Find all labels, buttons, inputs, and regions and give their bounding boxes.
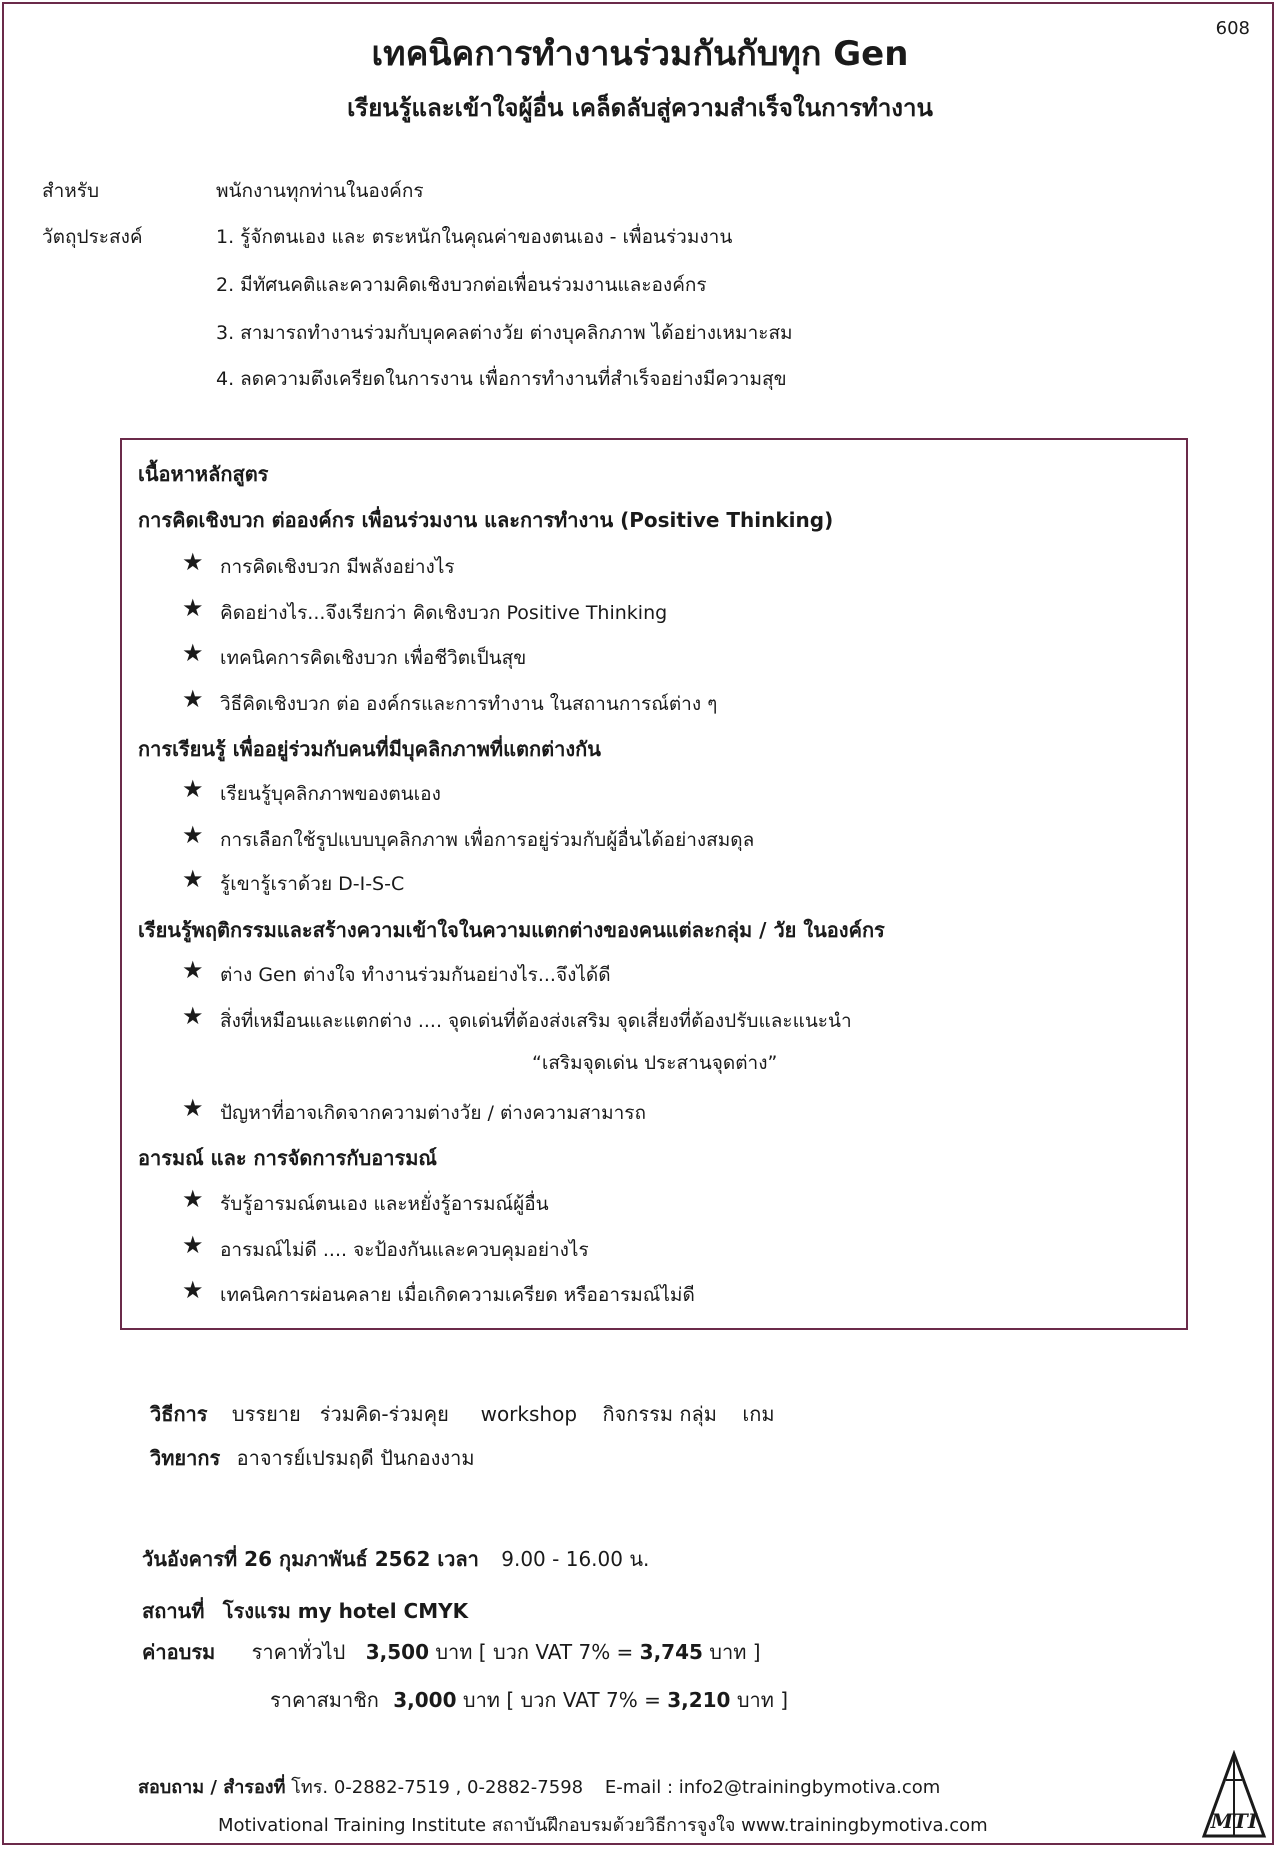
fee-general-price: 3,500 [365,1640,429,1664]
star-icon: ★ [182,956,204,984]
content-heading: เนื้อหาหลักสูตร [138,462,269,486]
section-quote: “เสริมจุดเด่น ประสานจุดต่าง” [532,1052,778,1074]
trainer-value: อาจารย์เปรมฤดี ปันกองงาม [236,1446,475,1470]
section-item: การเลือกใช้รูปแบบบุคลิกภาพ เพื่อการอยู่ร่วมกับผู้อื่นได้อย่างสมดุล [220,829,755,851]
star-icon: ★ [182,865,204,893]
star-icon: ★ [182,548,204,576]
date-time: 9.00 - 16.00 น. [501,1547,650,1571]
objectives-label: วัตถุประสงค์ [42,226,143,248]
star-icon: ★ [182,594,204,622]
section-item: คิดอย่างไร...จึงเรียกว่า คิดเชิงบวก Positive Thinking [220,602,668,624]
section-item: เรียนรู้บุคลิกภาพของตนเอง [220,783,441,805]
fee-general-vat: บาท [ บวก VAT 7% = [435,1640,634,1664]
trainer-label: วิทยากร [150,1446,221,1470]
section-item: สิ่งที่เหมือนและแตกต่าง .... จุดเด่นที่ต้องส่งเสริม จุดเสี่ยงที่ต้องปรับและแนะนำ [220,1010,852,1032]
section-item: เทคนิคการคิดเชิงบวก เพื่อชีวิตเป็นสุข [220,647,527,669]
page-title: เทคนิคการทำงานร่วมกันกับทุก Gen [371,34,909,74]
objective-item: 2. มีทัศนคติและความคิดเชิงบวกต่อเพื่อนร่วมงานและองค์กร [216,274,707,296]
objective-item: 4. ลดความตึงเครียดในการงาน เพื่อการทำงานที่สำเร็จอย่างมีความสุข [216,368,787,390]
audience-label: สำหรับ [42,180,100,202]
fee-label: ค่าอบรม [142,1640,216,1664]
date-label: วันอังคารที่ 26 กุมภาพันธ์ 2562 เวลา [142,1547,479,1571]
section-title: การเรียนรู้ เพื่ออยู่ร่วมกับคนที่มีบุคลิกภาพที่แตกต่างกัน [138,737,601,761]
mti-logo [1200,1750,1268,1842]
fee-general-end: บาท ] [709,1640,761,1664]
star-icon: ★ [182,639,204,667]
section-item: วิธีคิดเชิงบวก ต่อ องค์กรและการทำงาน ในสถานการณ์ต่าง ๆ [220,693,718,715]
fee-general-label: ราคาทั่วไป [251,1640,346,1664]
section-item: รับรู้อารมณ์ตนเอง และหยั่งรู้อารมณ์ผู้อื่น [220,1193,549,1215]
audience-value: พนักงานทุกท่านในองค์กร [216,180,424,202]
fee-member-vat: บาท [ บวก VAT 7% = [462,1688,661,1712]
venue-row [142,1595,468,1627]
section-item: ปัญหาที่อาจเกิดจากความต่างวัย / ต่างความสามารถ [220,1102,646,1124]
section-item: อารมณ์ไม่ดี .... จะป้องกันและควบคุมอย่างไร [220,1239,589,1261]
method-value: บรรยาย ร่วมคิด-ร่วมคุย workshop กิจกรรม กลุ่ม เกม [231,1402,775,1426]
star-icon: ★ [182,1002,204,1030]
section-title: อารมณ์ และ การจัดการกับอารมณ์ [138,1146,437,1170]
page-number: 608 [1215,18,1250,39]
method-label: วิธีการ [150,1402,208,1426]
section-item: รู้เขารู้เราด้วย D-I-S-C [220,873,405,895]
section-item: การคิดเชิงบวก มีพลังอย่างไร [220,556,455,578]
footer-line: Motivational Training Institute สถาบันฝึกอบรมด้วยวิธีการจูงใจ www.trainingbymotiva.com [218,1815,988,1836]
method-row [150,1398,775,1430]
contact-phone: โทร. 0-2882-7519 , 0-2882-7598 [291,1777,584,1798]
star-icon: ★ [182,1231,204,1259]
date-row [142,1543,649,1575]
fee-row-member [270,1684,788,1716]
fee-member-price: 3,000 [393,1688,457,1712]
logo-text: MTI [1210,1809,1258,1833]
fee-member-end: บาท ] [736,1688,789,1712]
section-item: ต่าง Gen ต่างใจ ทำงานร่วมกันอย่างไร...จึงได้ดี [220,964,611,986]
section-item: เทคนิคการผ่อนคลาย เมื่อเกิดความเครียด หรืออารมณ์ไม่ดี [220,1284,695,1306]
trainer-row [150,1442,475,1474]
fee-member-label: ราคาสมาชิก [270,1688,379,1712]
venue-value: โรงแรม my hotel CMYK [222,1599,469,1623]
contact-row [138,1772,940,1801]
star-icon: ★ [182,1185,204,1213]
star-icon: ★ [182,821,204,849]
star-icon: ★ [182,685,204,713]
star-icon: ★ [182,775,204,803]
star-icon: ★ [182,1276,204,1304]
section-title: เรียนรู้พฤติกรรมและสร้างความเข้าใจในความแตกต่างของคนแต่ละกลุ่ม / วัย ในองค์กร [138,918,885,942]
fee-member-total: 3,210 [667,1688,731,1712]
objective-item: 1. รู้จักตนเอง และ ตระหนักในคุณค่าของตนเอง - เพื่อนร่วมงาน [216,226,733,248]
contact-label: สอบถาม / สำรองที่ [138,1777,286,1798]
objective-item: 3. สามารถทำงานร่วมกับบุคคลต่างวัย ต่างบุคลิกภาพ ได้อย่างเหมาะสม [216,322,793,344]
venue-label: สถานที่ [142,1599,205,1623]
fee-general-total: 3,745 [639,1640,703,1664]
section-title: การคิดเชิงบวก ต่อองค์กร เพื่อนร่วมงาน และการทำงาน (Positive Thinking) [138,508,834,532]
fee-row-general [142,1636,761,1668]
contact-email: E-mail : info2@trainingbymotiva.com [604,1777,941,1798]
star-icon: ★ [182,1094,204,1122]
page-subtitle: เรียนรู้และเข้าใจผู้อื่น เคล็ดลับสู่ความสำเร็จในการทำงาน [347,94,933,122]
